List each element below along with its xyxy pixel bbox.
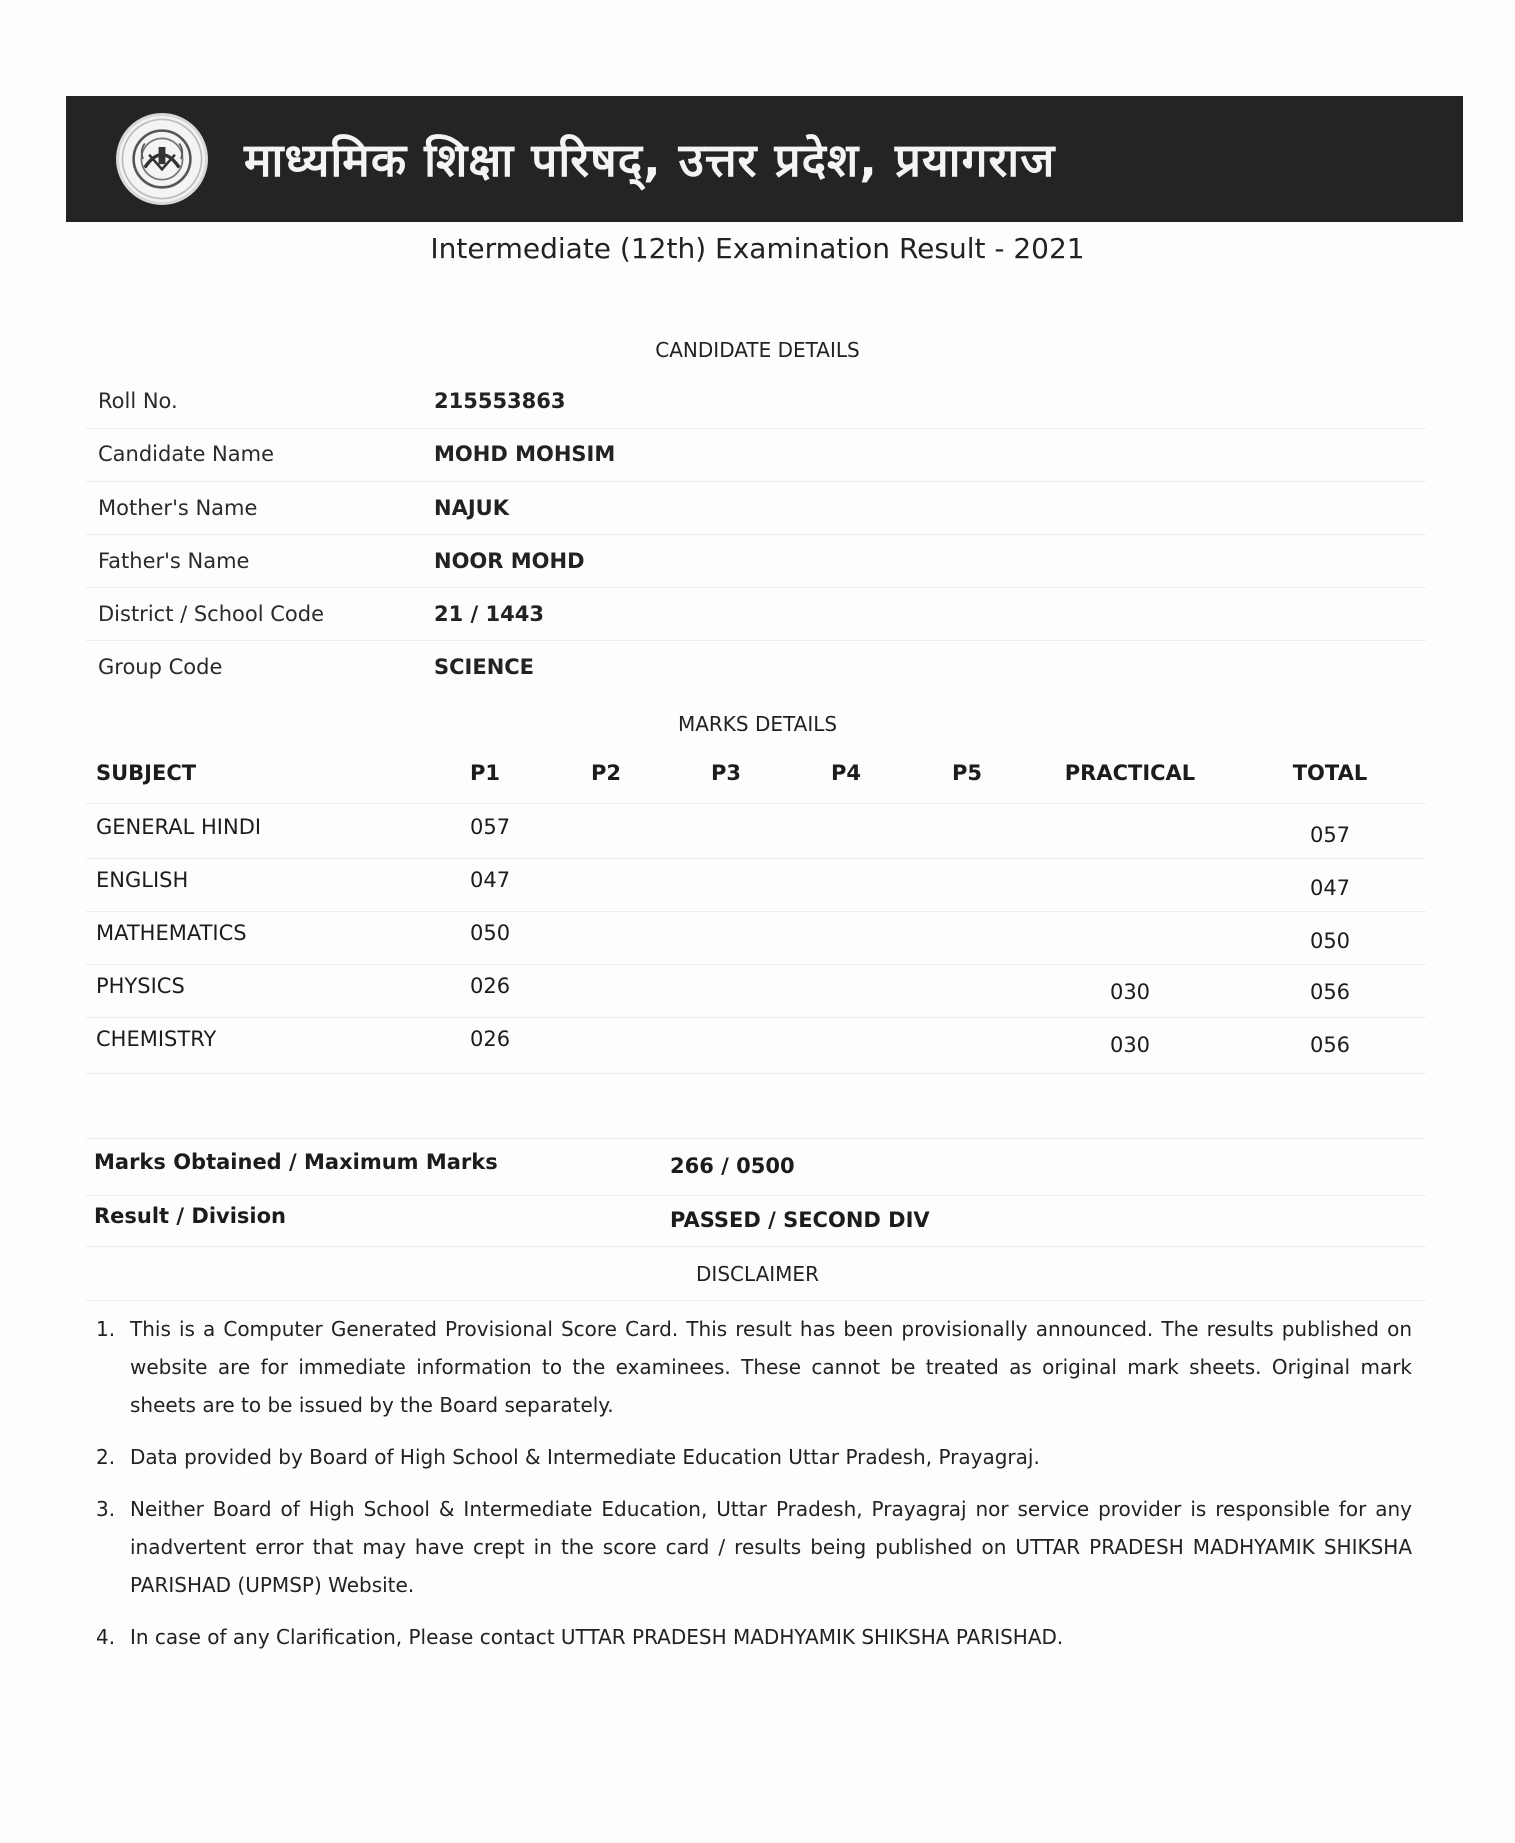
marks-obtained-label: Marks Obtained / Maximum Marks <box>94 1150 498 1174</box>
divider <box>86 964 1426 965</box>
marks-details-heading: MARKS DETAILS <box>677 712 838 736</box>
disclaimer-text: Neither Board of High School & Intermediate Education, Uttar Pradesh, Prayagraj nor service provider is responsible for any inadvertent error that may have crept in the score card / results being published on UTTAR PRADESH MADHYAMIK SHIKSHA PARISHAD (UPMSP) Website. <box>130 1497 1412 1597</box>
disclaimer-text: In case of any Clarification, Please contact UTTAR PRADESH MADHYAMIK SHIKSHA PARISHAD. <box>130 1625 1064 1649</box>
p1-cell: 050 <box>470 921 511 945</box>
marks-obtained-value: 266 / 0500 <box>670 1154 795 1178</box>
p1-cell: 057 <box>470 815 511 839</box>
total-cell: 056 <box>1309 1033 1351 1057</box>
father-name-label: Father's Name <box>98 549 250 573</box>
subject-cell: MATHEMATICS <box>96 921 247 945</box>
marks-table-header <box>0 761 1515 801</box>
subject-cell: CHEMISTRY <box>96 1027 217 1051</box>
disclaimer-number: 2. <box>96 1445 116 1469</box>
table-row <box>0 974 1515 1014</box>
divider <box>86 1300 1426 1301</box>
divider <box>86 1246 1426 1247</box>
disclaimer-text: Data provided by Board of High School & Intermediate Education Uttar Pradesh, Prayagraj. <box>130 1445 1040 1469</box>
column-header-practical: PRACTICAL <box>1064 761 1196 785</box>
divider <box>86 911 1426 912</box>
column-header-p4: P4 <box>831 761 862 785</box>
column-header-subject: SUBJECT <box>96 761 197 785</box>
table-row <box>0 868 1515 908</box>
mother-name-row <box>0 496 1515 536</box>
district-school-value: 21 / 1443 <box>434 602 544 626</box>
group-code-label: Group Code <box>98 655 223 679</box>
subject-cell: ENGLISH <box>96 868 189 892</box>
column-header-p1: P1 <box>470 761 501 785</box>
disclaimer-list <box>96 1310 1412 1670</box>
disclaimer-number: 3. <box>96 1497 116 1521</box>
candidate-name-row <box>0 442 1515 482</box>
father-name-row <box>0 549 1515 589</box>
divider <box>86 803 1426 804</box>
column-header-total: TOTAL <box>1292 761 1368 785</box>
exam-title: Intermediate (12th) Examination Result - 2021 <box>430 232 1085 265</box>
divider <box>86 1195 1426 1196</box>
divider <box>86 640 1426 641</box>
mother-name-value: NAJUK <box>434 496 509 520</box>
disclaimer-heading: DISCLAIMER <box>696 1262 819 1286</box>
total-cell: 050 <box>1309 929 1351 953</box>
divider <box>86 1073 1426 1074</box>
divider <box>86 481 1426 482</box>
p1-cell: 026 <box>470 1027 511 1051</box>
result-division-label: Result / Division <box>94 1204 286 1228</box>
marks-obtained-row <box>0 1150 1515 1190</box>
table-row <box>0 815 1515 855</box>
divider <box>86 858 1426 859</box>
disclaimer-item <box>96 1438 1412 1476</box>
column-header-p2: P2 <box>591 761 622 785</box>
district-school-label: District / School Code <box>98 602 325 626</box>
header-bar <box>66 96 1463 222</box>
result-division-value: PASSED / SECOND DIV <box>670 1208 930 1232</box>
divider <box>86 1017 1426 1018</box>
total-cell: 056 <box>1309 980 1351 1004</box>
subject-cell: PHYSICS <box>96 974 185 998</box>
subject-cell: GENERAL HINDI <box>96 815 262 839</box>
disclaimer-number: 4. <box>96 1625 116 1649</box>
roll-number-label: Roll No. <box>98 389 178 413</box>
candidate-name-value: MOHD MOHSIM <box>434 442 616 466</box>
p1-cell: 026 <box>470 974 511 998</box>
father-name-value: NOOR MOHD <box>434 549 585 573</box>
p1-cell: 047 <box>470 868 511 892</box>
divider <box>86 534 1426 535</box>
divider <box>86 428 1426 429</box>
disclaimer-item <box>96 1310 1412 1424</box>
divider <box>86 587 1426 588</box>
practical-cell: 030 <box>1109 980 1151 1004</box>
disclaimer-number: 1. <box>96 1317 116 1341</box>
total-cell: 047 <box>1309 876 1351 900</box>
up-government-seal-icon <box>116 113 208 205</box>
candidate-details-heading: CANDIDATE DETAILS <box>655 338 860 362</box>
group-code-row <box>0 655 1515 695</box>
result-division-row <box>0 1204 1515 1244</box>
board-title: माध्यमिक शिक्षा परिषद्, उत्तर प्रदेश, प्रयागराज <box>244 133 1056 187</box>
disclaimer-text: This is a Computer Generated Provisional Score Card. This result has been provisionally announced. The results published on website are for immediate information to the examinees. These cannot be treated as original mark sheets. Original mark sheets are to be issued by the Board separately. <box>130 1317 1412 1417</box>
divider <box>86 1138 1426 1139</box>
mother-name-label: Mother's Name <box>98 496 258 520</box>
roll-number-value: 215553863 <box>434 389 566 413</box>
district-school-row <box>0 602 1515 642</box>
practical-cell: 030 <box>1109 1033 1151 1057</box>
candidate-name-label: Candidate Name <box>98 442 274 466</box>
total-cell: 057 <box>1309 823 1351 847</box>
disclaimer-item <box>96 1490 1412 1604</box>
column-header-p3: P3 <box>711 761 742 785</box>
roll-number-row <box>0 389 1515 429</box>
group-code-value: SCIENCE <box>434 655 535 679</box>
disclaimer-item <box>96 1618 1412 1656</box>
column-header-p5: P5 <box>952 761 983 785</box>
table-row <box>0 921 1515 961</box>
table-row <box>0 1027 1515 1067</box>
